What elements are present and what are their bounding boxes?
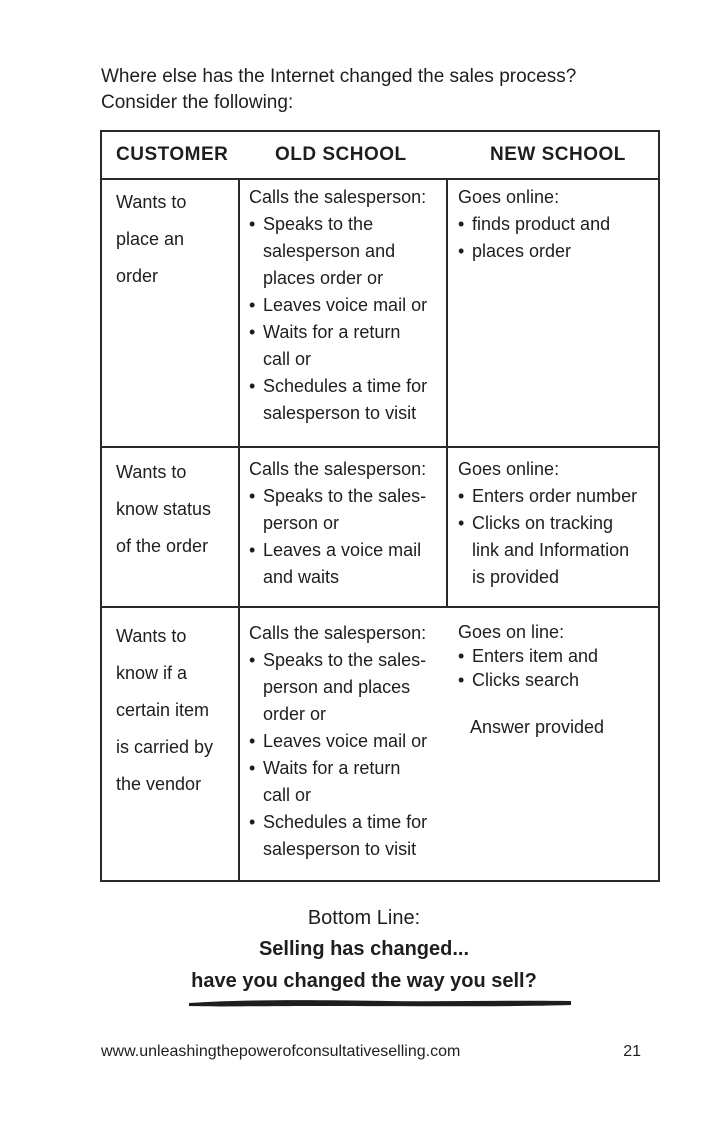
intro-line-2: Consider the following: [101, 92, 294, 113]
intro-text [101, 64, 576, 116]
list-item: • Schedules a time for [249, 809, 427, 836]
list-item: • places order [458, 238, 610, 265]
cell-text-line: Goes online: [458, 187, 560, 207]
cell-text-line: places order or [263, 268, 384, 288]
cell-text-line: know if a [116, 663, 188, 683]
row-divider-1 [102, 446, 658, 448]
cell-text-line: Goes on line: [458, 622, 565, 642]
list-item: • Schedules a time for [249, 373, 427, 400]
page-number: 21 [623, 1043, 641, 1060]
list-item: • Leaves a voice mail [249, 537, 426, 564]
sales-comparison-table [100, 130, 660, 882]
list-item: • Speaks to the sales- [249, 647, 427, 674]
list-item: • Enters item and [458, 644, 604, 668]
row-3-new-school [458, 620, 604, 739]
list-item: • Clicks on tracking [458, 510, 637, 537]
list-item: • Leaves voice mail or [249, 728, 427, 755]
cell-text-line: Wants to [116, 192, 187, 212]
row-1-old-school [249, 184, 427, 427]
list-item: • finds product and [458, 211, 610, 238]
cell-text-line: of the order [116, 536, 209, 556]
cell-text-line: person and places [263, 677, 411, 697]
row-divider-2 [102, 606, 658, 608]
cell-text-line: Wants to [116, 462, 187, 482]
cell-text-line: Calls the salesperson: [249, 187, 427, 207]
header-old-school: OLD SCHOOL [275, 144, 407, 165]
cell-text-line: certain item [116, 700, 210, 720]
list-item: • Leaves voice mail or [249, 292, 427, 319]
cell-text-line: know status [116, 499, 212, 519]
row-3-customer [116, 618, 213, 803]
footer-url: www.unleashingthepowerofconsultativeselling.com [101, 1043, 461, 1060]
bottom-line-label: Bottom Line: [307, 907, 421, 929]
row-1-customer [116, 184, 186, 295]
bottom-line [0, 903, 728, 997]
cell-text-line: order or [263, 704, 327, 724]
cell-text-line: call or [263, 349, 312, 369]
cell-text-line: salesperson and [263, 241, 396, 261]
cell-text-line: is carried by [116, 737, 214, 757]
list-item: • Clicks search [458, 668, 604, 692]
list-item: • Enters order number [458, 483, 637, 510]
row-2-new-school [458, 456, 637, 591]
bottom-line-statement: Selling has changed... [258, 938, 470, 960]
cell-text-line: salesperson to visit [263, 403, 417, 423]
answer-note: Answer provided [470, 717, 605, 737]
header-new-school: NEW SCHOOL [490, 144, 626, 165]
column-divider-1 [238, 178, 240, 882]
brush-underline [187, 998, 573, 1008]
row-3-old-school [249, 620, 427, 863]
header-divider [102, 178, 658, 180]
cell-text-line: is provided [472, 567, 560, 587]
cell-text-line: place an [116, 229, 185, 249]
row-2-old-school [249, 456, 426, 591]
row-2-customer [116, 454, 211, 565]
cell-text-line: the vendor [116, 774, 202, 794]
list-item: • Speaks to the [249, 211, 427, 238]
intro-line-1: Where else has the Internet changed the sales process? [101, 66, 577, 87]
cell-text-line: Calls the salesperson: [249, 623, 427, 643]
column-divider-2 [446, 178, 448, 606]
header-customer: CUSTOMER [116, 144, 229, 165]
cell-text-line: Goes online: [458, 459, 560, 479]
cell-text-line: Calls the salesperson: [249, 459, 427, 479]
cell-text-line: and waits [263, 567, 340, 587]
cell-text-line: link and Information [472, 540, 630, 560]
cell-text-line: order [116, 266, 159, 286]
row-1-new-school [458, 184, 610, 265]
cell-text-line: salesperson to visit [263, 839, 417, 859]
list-item: • Speaks to the sales- [249, 483, 426, 510]
cell-text-line: call or [263, 785, 312, 805]
cell-text-line: Wants to [116, 626, 187, 646]
list-item: • Waits for a return [249, 755, 427, 782]
list-item: • Waits for a return [249, 319, 427, 346]
cell-text-line: person or [263, 513, 340, 533]
bottom-line-question: have you changed the way you sell? [191, 970, 537, 992]
